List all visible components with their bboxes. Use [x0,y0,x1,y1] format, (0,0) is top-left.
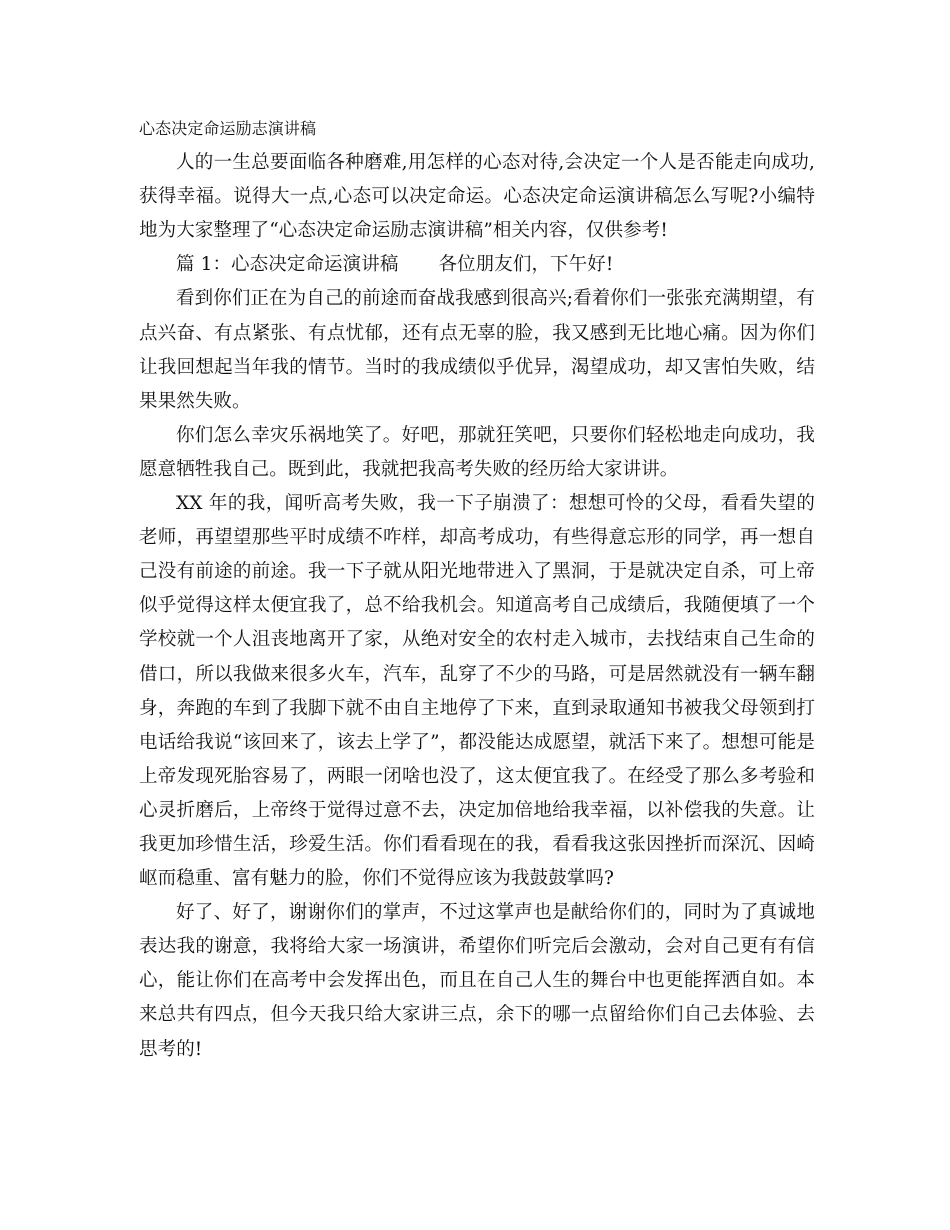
section-heading-line [139,248,815,282]
body-paragraph-2: 你们怎么幸灾乐祸地笑了。好吧，那就狂笑吧，只要你们轻松地走向成功，我愿意牺牲我自己。既到此，我就把我高考失败的经历给大家讲讲。 [139,424,815,480]
intro-paragraph: 人的一生总要面临各种磨难,用怎样的心态对待,会决定一个人是否能走向成功,获得幸福。说得大一点,心态可以决定命运。心态决定命运演讲稿怎么写呢?小编特地为大家整理了“心态决定命运励志演讲稿”相关内容，仅供参考! [139,152,815,242]
section-heading: 篇 1：心态决定命运演讲稿 [176,254,399,276]
body-paragraph-1: 看到你们正在为自己的前途而奋战我感到很高兴;看着你们一张张充满期望，有点兴奋、有点紧张、有点忧郁，还有点无辜的脸，我又感到无比地心痛。因为你们让我回想起当年我的情节。当时的我成绩似乎优异，渴望成功，却又害怕失败，结果果然失败。 [139,288,815,412]
greeting: 各位朋友们，下午好! [438,254,614,276]
document-title: 心态决定命运励志演讲稿 [139,119,317,138]
body-paragraph-3: XX 年的我，闻听高考失败，我一下子崩溃了：想想可怜的父母，看看失望的老师，再望望那些平时成绩不咋样，却高考成功，有些得意忘形的同学，再一想自己没有前途的前途。我一下子就从阳光地带进入了黑洞，于是就决定自杀，可上帝似乎觉得这样太便宜我了，总不给我机会。知道高考自己成绩后，我随便填了一个学校就一个人沮丧地离开了家，从绝对安全的农村走入城市，去找结束自己生命的借口，所以我做来很多火车，汽车，乱穿了不少的马路，可是居然就没有一辆车翻身，奔跑的车到了我脚下就不由自主地停了下来，直到录取通知书被我父母领到打电话给我说“该回来了，该去上学了”，都没能达成愿望，就活下来了。想想可能是上帝发现死胎容易了，两眼一闭啥也没了，这太便宜我了。在经受了那么多考验和心灵折磨后，上帝终于觉得过意不去，决定加倍地给我幸福，以补偿我的失意。让我更加珍惜生活，珍爱生活。你们看看现在的我，看看我这张因挫折而深沉、因崎岖而稳重、富有魅力的脸，你们不觉得应该为我鼓鼓掌吗? [139,493,815,890]
body-paragraph-4: 好了、好了，谢谢你们的掌声，不过这掌声也是献给你们的，同时为了真诚地表达我的谢意，我将给大家一场演讲，希望你们听完后会激动，会对自己更有有信心，能让你们在高考中会发挥出色，而且在自己人生的舞台中也更能挥洒自如。本来总共有四点，但今天我只给大家讲三点，余下的哪一点留给你们自己去体验、去思考的! [139,902,815,1060]
document-body [139,112,815,1067]
